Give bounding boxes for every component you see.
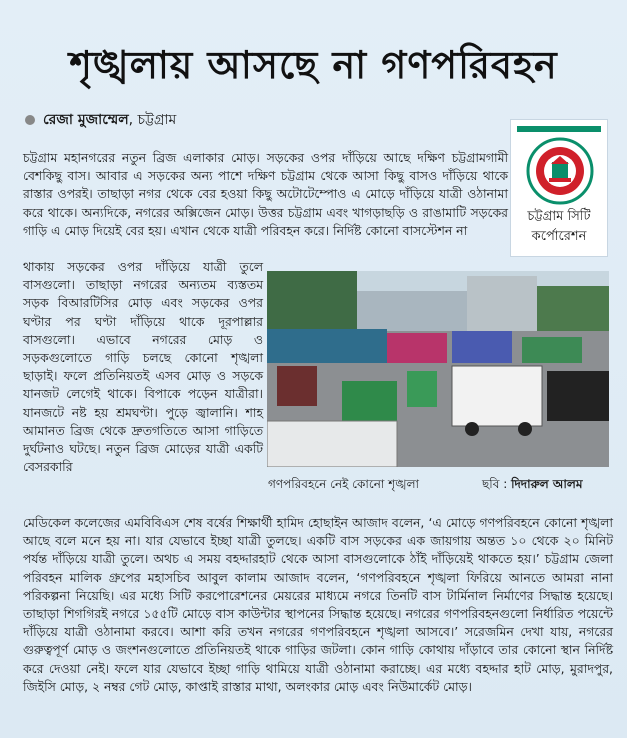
body-paragraph-3: মেডিকেল কলেজের এমবিবিএস শেষ বর্ষের শিক্ষার্থী হামিদ হোছাইন আজাদ বলেন, ‘এ মোড়ে গণপরিবহনে কোনো শৃঙ্খলা আছে বলে মনে হয় না। যার যেভাবে ইচ্ছা যাত্রী তুলছে। একটি বাস সড়কের এক জায়গায় অন্তত ১০ থেকে ২০ মিনিট পর্যন্ত দাঁড়িয়ে যাত্রী তুলে। অথচ এ সময় বহদ্দারহাট থেকে আসা বাসগুলোকে ঠাঁই দাঁড়িয়েই থাকতে হয়।’ চট্টগ্রাম জেলা পরিবহন মালিক গ্রুপের মহাসচিব আবুল কালাম আজাদ বলেন, ‘গণপরিবহনে শৃঙ্খলা ফিরিয়ে আনতে আমরা নানা পরিকল্পনা নিয়েছি। এর মধ্যে সিটি করপোরেশনের মেয়রের মাধ্যমে নগরে তিনটি বাস টার্মিনাল নির্মাণের সিদ্ধান্ত হয়েছে। তাছাড়া শিগগিরই নগরে ১৫৫টি মোড়ে বাস কাউন্টার স্থাপনের সিদ্ধান্ত হয়েছে। নগরের গণপরিবহনগুলো নির্ধারিত পয়েন্টে দাঁড়িয়ে যাত্রী ওঠানামা করবে। আশা করি তখন নগরের গণপরিবহনে শৃঙ্খলা আসবে।’ সরেজমিন দেখা যায়, নগরের গুরুত্বপূর্ণ মোড় ও জংশনগুলোতে প্রতিনিয়তই থাকে গাড়ির জটলা। কোন গাড়ি কোথায় দাঁড়াবে তার কোনো স্থান নির্দিষ্ট করে দেওয়া নেই। ফলে যার যেভাবে ইচ্ছা গাড়ি থামিয়ে যাত্রী ওঠানামা করাচ্ছে। এর মধ্যে বহদ্দার হাট মোড়, মুরাদপুর, জিইসি মোড়, ২ নম্বর গেট মোড়, কাপ্তাই রাস্তার মাথা, অলংকার মোড় এবং নিউমার্কেট মোড়।: [23, 515, 613, 694]
logo-caption: চট্টগ্রাম সিটি কর্পোরেশন: [527, 209, 591, 244]
bullet-icon: [25, 115, 35, 125]
traffic-scene-image: [267, 271, 609, 467]
author-location: , চট্টগ্রাম: [128, 112, 177, 128]
body-paragraph-2: থাকায় সড়কের ওপর দাঁড়িয়ে যাত্রী তুলে বাসগুলো। তাছাড়া নগরের অন্যতম ব্যস্ততম সড়ক বিআরটিসির মোড় এবং সড়কের ওপর ঘণ্টার পর ঘণ্টা দাঁড়িয়ে থাকে দূরপাল্লার বাসগুলো। এভাবে নগরের মোড় ও সড়কগুলোতে গাড়ি চলছে কোনো শৃঙ্খলা ছাড়াই। ফলে প্রতিনিয়তই এসব মোড় ও সড়কে যানজট লেগেই থাকে। বিপাকে পড়েন যাত্রীরা। যানজটে নষ্ট হয় শ্রমঘণ্টা। পুড়ে জ্বালানি। শাহ আমানত ব্রিজ থেকে দ্রুতগতিতে আসা গাড়িতে দুর্ঘটনাও ঘটছে। নতুন ব্রিজ মোড়ের যাত্রী একটি বেসরকারি: [23, 259, 263, 475]
city-corporation-seal-icon: [525, 136, 595, 206]
author-name: রেজা মুজাম্মেল: [43, 112, 129, 128]
body-paragraph-1: চট্টগ্রাম মহানগরের নতুন ব্রিজ এলাকার মোড়। সড়কের ওপর দাঁড়িয়ে আছে দক্ষিণ চট্টগ্রামগামী বেশকিছু বাস। আবার এ সড়কের অন্য পাশে দক্ষিণ চট্টগ্রাম থেকে আসা কিছু বাসও দাঁড়িয়ে থাকে রাস্তার ওপরই। তাছাড়া নগর থেকে বের হওয়া কিছু অটোটেম্পোও এ মোড়ে দাঁড়িয়ে যাত্রী ওঠানামা করে থাকে। অন্যদিকে, নগরের অক্সিজেন মোড়। উত্তর চট্টগ্রাম এবং খাগড়াছড়ি ও রাঙামাটি সড়কের গাড়ি এ মোড় দিয়েই বের হয়। এখান থেকে যাত্রী পরিবহন করে। নির্দিষ্ট কোনো বাসস্টেশন না: [23, 150, 508, 238]
byline: [25, 108, 176, 132]
traffic-photo: [267, 271, 609, 467]
photo-caption: গণপরিবহনে নেই কোনো শৃঙ্খলা: [268, 477, 420, 491]
photo-credit: ছবি : দিদারুল আলম: [482, 477, 583, 491]
headline: শৃঙ্খলায় আসছে না গণপরিবহন: [69, 43, 558, 87]
logo-top-bar: [517, 126, 601, 132]
